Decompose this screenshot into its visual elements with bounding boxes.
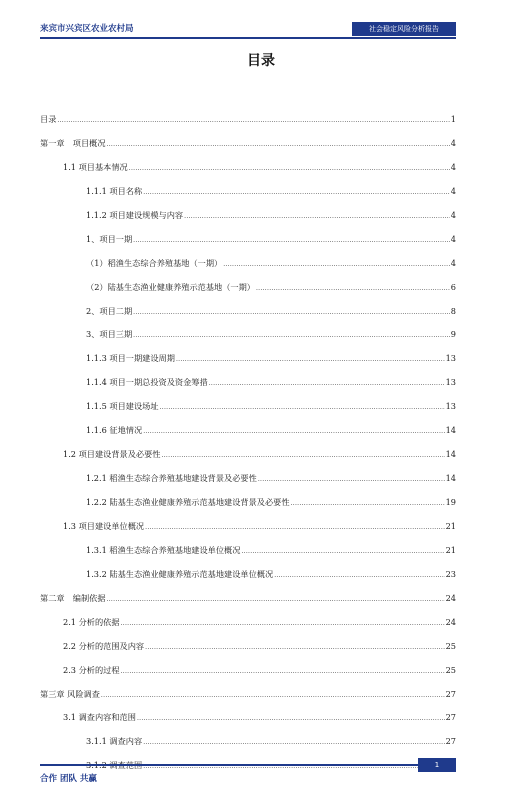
toc-entry[interactable] xyxy=(40,136,456,160)
toc-entry[interactable] xyxy=(40,280,456,304)
toc-entry-label: 1.1.5 项目建设场址 xyxy=(86,401,159,412)
toc-entry-label: 3.1.1 调查内容 xyxy=(86,736,143,747)
toc-entry-label: 目录 xyxy=(40,114,57,124)
toc-leader-dots xyxy=(241,545,444,559)
toc-leader-dots xyxy=(223,258,450,272)
toc-entry-label: 1.1.4 项目一期总投资及资金筹措 xyxy=(86,377,208,388)
toc-entry-page: 27 xyxy=(445,712,456,723)
toc-entry[interactable] xyxy=(40,567,456,591)
toc-entry-page: 13 xyxy=(445,401,456,412)
toc-leader-dots xyxy=(133,234,450,248)
table-of-contents xyxy=(40,112,456,782)
toc-leader-dots xyxy=(291,497,445,511)
report-tag: 社会稳定风险分析报告 xyxy=(352,22,456,36)
toc-leader-dots xyxy=(145,641,444,655)
toc-entry-page: 4 xyxy=(450,161,456,172)
toc-entry-label: 第三章 风险调查 xyxy=(40,688,100,699)
toc-entry[interactable] xyxy=(40,208,456,232)
toc-entry[interactable] xyxy=(40,256,456,280)
toc-leader-dots xyxy=(176,353,445,367)
toc-entry-page: 21 xyxy=(445,520,456,531)
toc-entry[interactable] xyxy=(40,447,456,471)
toc-entry-page: 14 xyxy=(445,449,456,460)
toc-entry-page: 4 xyxy=(450,137,456,148)
toc-entry-label: 1.2 项目建设背景及必要性 xyxy=(63,449,161,460)
toc-leader-dots xyxy=(101,689,445,703)
page-number: 1 xyxy=(418,758,456,772)
toc-entry[interactable] xyxy=(40,710,456,734)
toc-entry-label: 2.3 分析的过程 xyxy=(63,664,120,675)
toc-entry[interactable] xyxy=(40,232,456,256)
toc-entry[interactable] xyxy=(40,687,456,711)
toc-entry-label: 1.3 项目建设单位概况 xyxy=(63,520,145,531)
toc-entry[interactable] xyxy=(40,423,456,447)
toc-entry[interactable] xyxy=(40,112,456,136)
toc-leader-dots xyxy=(184,210,450,224)
toc-entry-label: 第一章 项目概况 xyxy=(40,137,106,148)
toc-entry-label: 1.3.1 稻渔生态综合养殖基地建设单位概况 xyxy=(86,544,241,555)
toc-entry[interactable] xyxy=(40,639,456,663)
toc-entry-label: 第二章 编制依据 xyxy=(40,592,106,603)
toc-entry-page: 8 xyxy=(450,305,456,316)
toc-entry[interactable] xyxy=(40,399,456,423)
toc-entry-page: 23 xyxy=(445,568,456,579)
toc-entry-page: 13 xyxy=(445,377,456,388)
toc-entry[interactable] xyxy=(40,615,456,639)
toc-entry[interactable] xyxy=(40,663,456,687)
toc-entry-label: 2.1 分析的依据 xyxy=(63,616,120,627)
footer-motto: 合作 团队 共赢 xyxy=(40,774,97,784)
toc-entry-page: 13 xyxy=(445,353,456,364)
toc-entry-label: 1.1.3 项目一期建设周期 xyxy=(86,353,175,364)
toc-entry[interactable] xyxy=(40,471,456,495)
toc-entry-label: 2.2 分析的范围及内容 xyxy=(63,640,145,651)
toc-entry-page: 4 xyxy=(450,233,456,244)
toc-entry[interactable] xyxy=(40,327,456,351)
header-rule xyxy=(40,37,456,39)
toc-entry-page: 14 xyxy=(445,473,456,484)
toc-entry-label: 1.1.6 征地情况 xyxy=(86,425,143,436)
toc-leader-dots xyxy=(274,569,444,583)
toc-entry-label: 1.1.2 项目建设规模与内容 xyxy=(86,209,184,220)
toc-entry-page: 24 xyxy=(445,592,456,603)
toc-entry[interactable] xyxy=(40,184,456,208)
toc-leader-dots xyxy=(57,114,449,128)
toc-leader-dots xyxy=(209,377,445,391)
toc-leader-dots xyxy=(107,138,450,152)
toc-leader-dots xyxy=(143,736,444,750)
toc-entry-page: 27 xyxy=(445,736,456,747)
toc-entry-label: 3.1 调查内容和范围 xyxy=(63,712,136,723)
page-footer xyxy=(40,761,456,786)
toc-entry-label: （2）陆基生态渔业健康养殖示范基地（一期） xyxy=(86,281,255,292)
toc-entry-label: 2、项目二期 xyxy=(86,305,133,316)
toc-entry-label: 1.2.2 陆基生态渔业健康养殖示范基地建设背景及必要性 xyxy=(86,497,290,507)
toc-entry-page: 27 xyxy=(445,688,456,699)
toc-entry-label: 3、项目三期 xyxy=(86,329,133,340)
toc-leader-dots xyxy=(133,329,450,343)
toc-leader-dots xyxy=(129,162,450,176)
toc-entry[interactable] xyxy=(40,519,456,543)
page-header xyxy=(40,22,456,38)
toc-entry-page: 9 xyxy=(450,329,456,340)
toc-entry-label: 1.3.2 陆基生态渔业健康养殖示范基地建设单位概况 xyxy=(86,568,274,579)
toc-leader-dots xyxy=(145,521,444,535)
toc-entry-page: 25 xyxy=(445,664,456,675)
toc-entry-page: 24 xyxy=(445,616,456,627)
toc-entry-label: 1、项目一期 xyxy=(86,233,133,244)
toc-leader-dots xyxy=(133,306,450,320)
toc-entry-label: 1.2.1 稻渔生态综合养殖基地建设背景及必要性 xyxy=(86,473,257,484)
toc-entry-page: 4 xyxy=(450,209,456,220)
toc-leader-dots xyxy=(121,617,445,631)
footer-rule xyxy=(40,764,456,766)
toc-entry[interactable] xyxy=(40,375,456,399)
toc-entry-page: 14 xyxy=(445,425,456,436)
toc-entry-page: 25 xyxy=(445,640,456,651)
toc-entry-label: 1.1.1 项目名称 xyxy=(86,185,143,196)
toc-entry[interactable] xyxy=(40,543,456,567)
toc-leader-dots xyxy=(160,401,445,415)
toc-leader-dots xyxy=(137,712,445,726)
toc-entry-page: 4 xyxy=(450,257,456,268)
toc-entry-page: 4 xyxy=(450,185,456,196)
toc-entry-page: 19 xyxy=(445,497,456,507)
toc-leader-dots xyxy=(256,282,450,296)
toc-entry-page: 6 xyxy=(450,281,456,292)
toc-entry[interactable] xyxy=(40,304,456,328)
toc-leader-dots xyxy=(143,425,444,439)
toc-leader-dots xyxy=(258,473,445,487)
toc-entry-page: 1 xyxy=(450,114,456,124)
organization-name: 来宾市兴宾区农业农村局 xyxy=(40,24,134,34)
toc-leader-dots xyxy=(143,186,450,200)
page-title: 目录 xyxy=(247,53,275,69)
toc-entry-page: 21 xyxy=(445,544,456,555)
toc-entry[interactable] xyxy=(40,734,456,758)
toc-entry[interactable] xyxy=(40,591,456,615)
toc-entry-label: 1.1 项目基本情况 xyxy=(63,161,128,172)
toc-entry[interactable] xyxy=(40,495,456,519)
toc-entry[interactable] xyxy=(40,160,456,184)
toc-leader-dots xyxy=(162,449,445,463)
toc-leader-dots xyxy=(107,593,445,607)
toc-leader-dots xyxy=(121,665,445,679)
toc-entry[interactable] xyxy=(40,351,456,375)
toc-entry-label: （1）稻渔生态综合养殖基地（一期） xyxy=(86,257,223,268)
